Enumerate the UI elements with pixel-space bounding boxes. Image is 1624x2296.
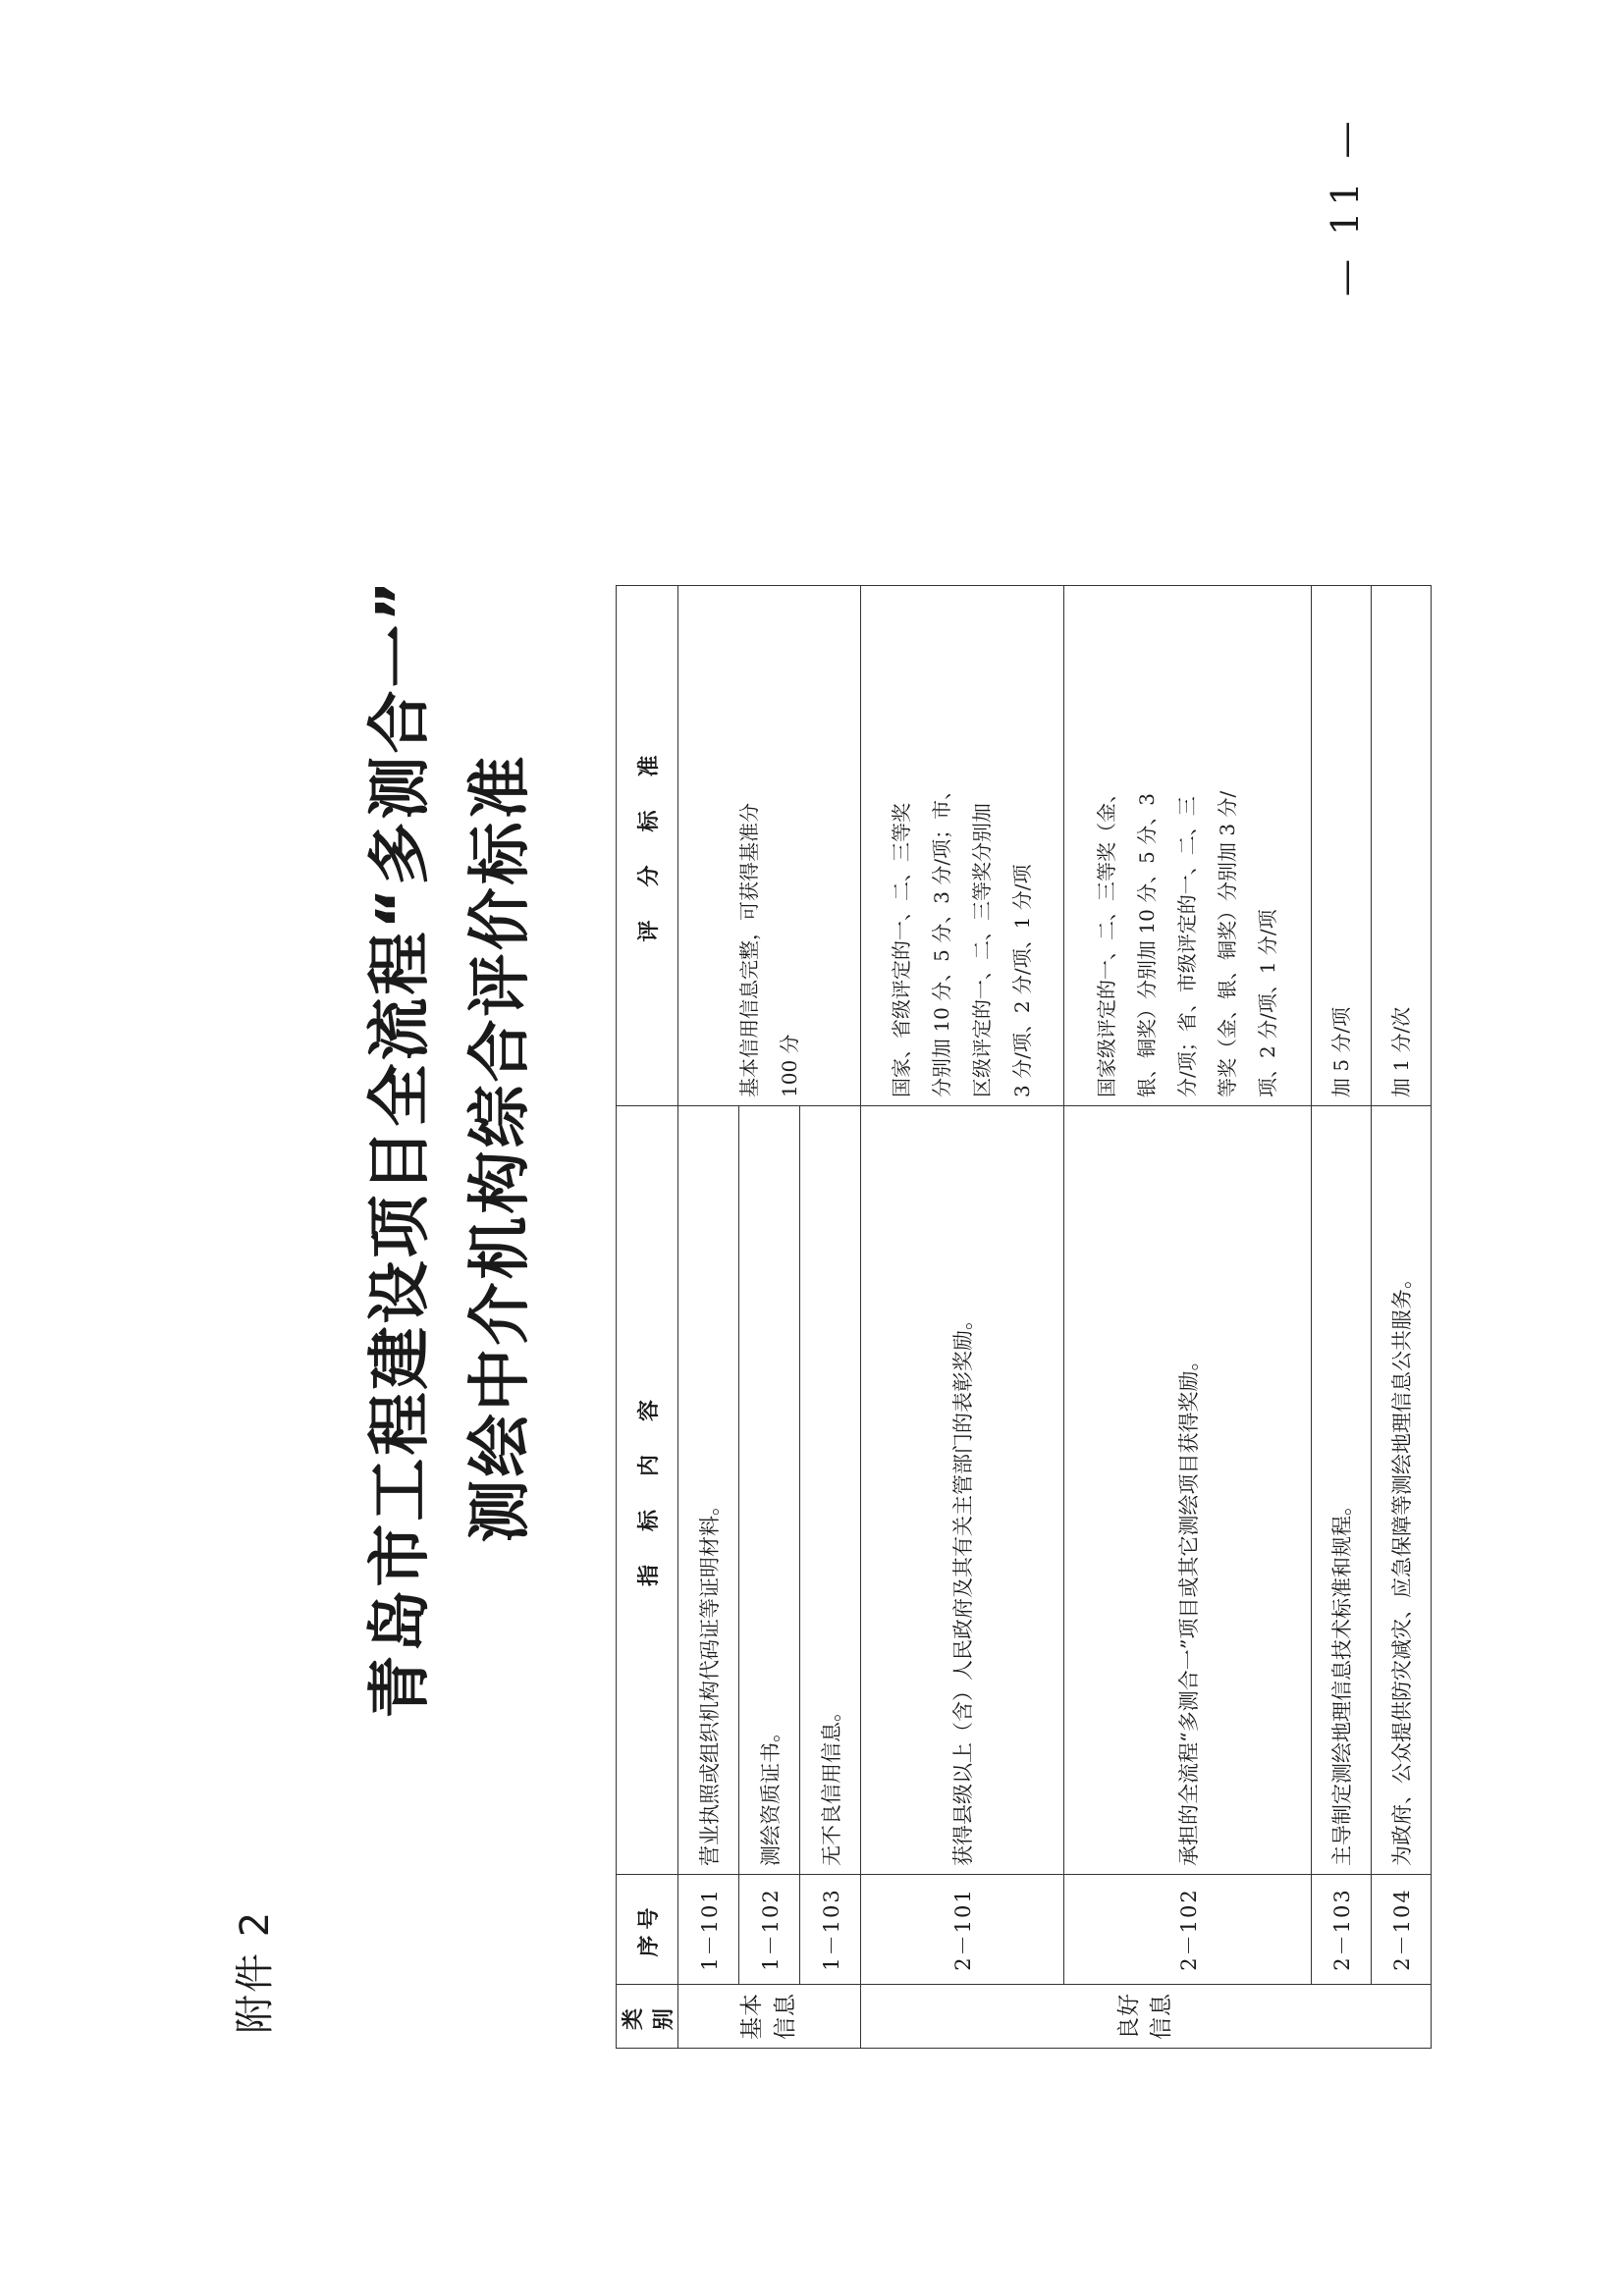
seq-cell: 1－102 <box>739 1875 800 1985</box>
evaluation-table <box>616 585 1432 2049</box>
score-basic: 基本信用信息完整，可获得基准分 100 分 <box>678 586 861 1106</box>
score-2-104: 加 1 分/次 <box>1372 586 1432 1106</box>
category-basic-info: 基本 信息 <box>678 1985 861 2049</box>
content-cell: 无不良信用信息。 <box>800 1106 861 1875</box>
seq-cell: 1－103 <box>800 1875 861 1985</box>
seq-cell: 1－101 <box>678 1875 739 1985</box>
header-seq: 序号 <box>617 1875 678 1985</box>
attachment-label: 附件 2 <box>233 1909 278 2034</box>
table-row <box>861 586 1064 2049</box>
header-content: 指 标 内 容 <box>617 1106 678 1875</box>
seq-cell: 2－104 <box>1372 1875 1432 1985</box>
seq-cell: 2－103 <box>1312 1875 1372 1985</box>
score-2-101: 国家、省级评定的一、二、三等奖 分别加 10 分、5 分、3 分/项；市、 区级评定的一、二、三等奖分别加 3 分/项、2 分/项、1 分/项 <box>861 586 1064 1106</box>
table-row <box>1372 586 1432 2049</box>
score-2-103: 加 5 分/项 <box>1312 586 1372 1106</box>
table-row <box>678 586 739 2049</box>
title-line-2: 测绘中介机构综合评价标准 <box>464 753 537 1543</box>
content-cell: 测绘资质证书。 <box>739 1106 800 1875</box>
header-category: 类别 <box>617 1985 678 2049</box>
category-good-info: 良好 信息 <box>861 1985 1432 2049</box>
content-cell: 承担的全流程“多测合一”项目或其它测绘项目获得奖励。 <box>1064 1106 1312 1875</box>
table-row <box>1312 586 1372 2049</box>
seq-cell: 2－102 <box>1064 1875 1312 1985</box>
table-row <box>1064 586 1312 2049</box>
content-cell: 获得县级以上（含）人民政府及其有关主管部门的表彰奖励。 <box>861 1106 1064 1875</box>
header-score: 评 分 标 准 <box>617 586 678 1106</box>
content-cell: 营业执照或组织机构代码证等证明材料。 <box>678 1106 739 1875</box>
table-header-row <box>617 586 678 2049</box>
score-2-102: 国家级评定的一、二、三等奖（金、 银、铜奖）分别加 10 分、5 分、3 分/项；省、市级评定的一、二、三 等奖（金、银、铜奖）分别加 3 分/ 项、2 分/项、1 分/项 <box>1064 586 1312 1106</box>
title-line-1: 青岛市工程建设项目全流程“多测合一” <box>364 577 437 1719</box>
content-cell: 主导制定测绘地理信息技术标准和规程。 <box>1312 1106 1372 1875</box>
content-cell: 为政府、公众提供防灾减灾、应急保障等测绘地理信息公共服务。 <box>1372 1106 1432 1875</box>
seq-cell: 2－101 <box>861 1875 1064 1985</box>
page-number: — 11 — <box>1324 115 1367 296</box>
